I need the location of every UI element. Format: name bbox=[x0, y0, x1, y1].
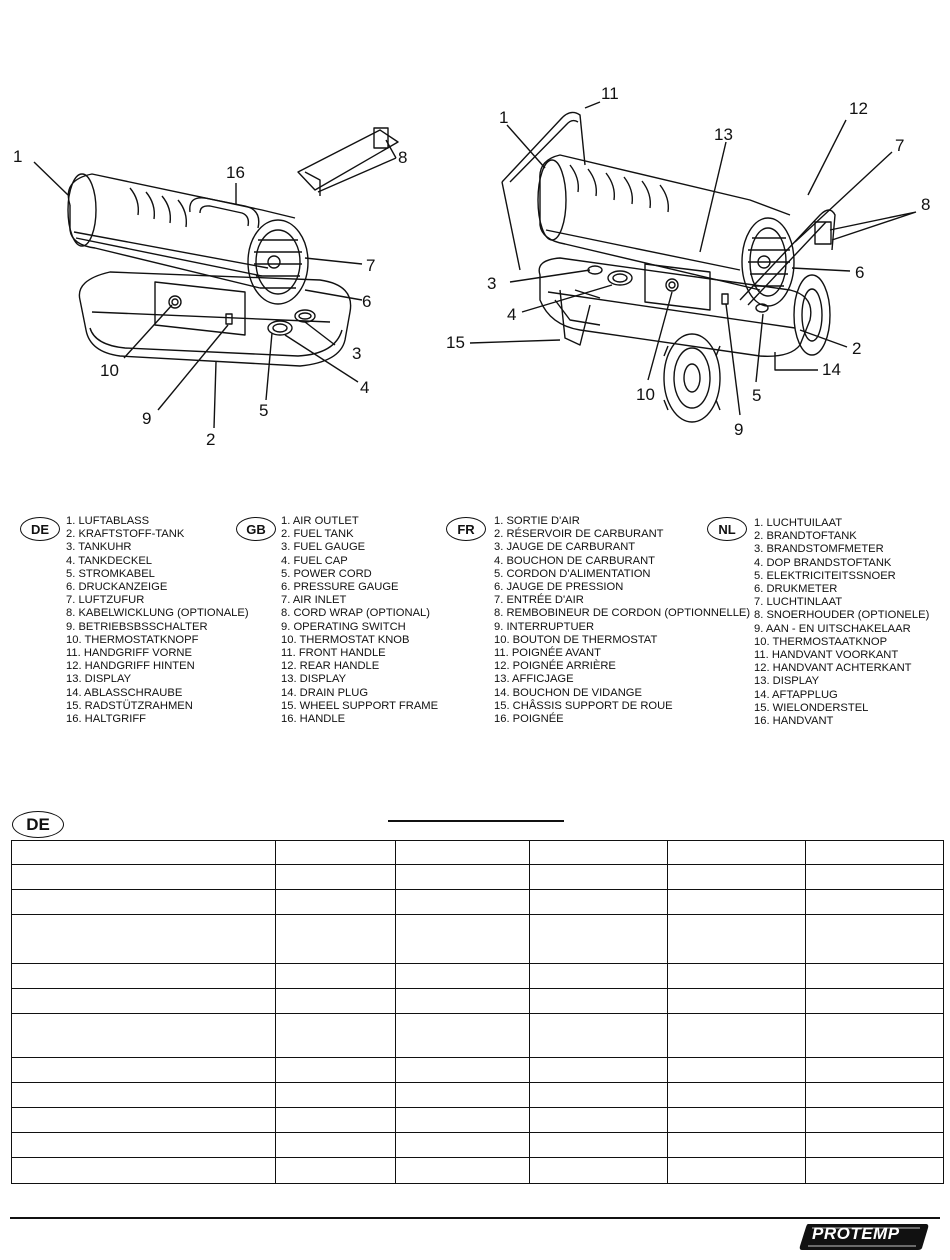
legend-item: 13. AFFICJAGE bbox=[494, 673, 574, 686]
left-label-6: 6 bbox=[362, 292, 372, 311]
legend-item: 12. POIGNÉE ARRIÈRE bbox=[494, 660, 616, 673]
legend-item: 4. FUEL CAP bbox=[281, 554, 348, 567]
legend-item: 5. STROMKABEL bbox=[66, 567, 155, 580]
legend-item: 16. HANDVANT bbox=[754, 715, 834, 728]
legend-item: 6. DRUCKANZEIGE bbox=[66, 581, 168, 594]
right-label-4: 4 bbox=[507, 305, 517, 324]
legend-item: 3. JAUGE DE CARBURANT bbox=[494, 541, 636, 554]
legend-item: 7. LUCHTINLAAT bbox=[754, 596, 843, 609]
table-row bbox=[12, 915, 944, 964]
legend-item: 11. FRONT HANDLE bbox=[281, 647, 386, 660]
legend-item: 16. HALTGRIFF bbox=[66, 713, 146, 726]
legend-item: 10. THERMOSTAATKNOP bbox=[754, 635, 888, 648]
legend-item: 15. WIELONDERSTEL bbox=[754, 701, 869, 714]
legend-item: 1. LUCHTUILAAT bbox=[754, 517, 843, 529]
legend-item: 2. RÉSERVOIR DE CARBURANT bbox=[494, 528, 664, 541]
legend-item: 13. DISPLAY bbox=[281, 673, 347, 686]
legend-item: 15. CHÂSSIS SUPPORT DE ROUE bbox=[494, 699, 673, 712]
lang-badge-nl: NL bbox=[707, 517, 747, 541]
right-label-10: 10 bbox=[636, 385, 655, 404]
right-label-12: 12 bbox=[849, 99, 868, 118]
legend-item: 8. KABELWICKLUNG (OPTIONALE) bbox=[66, 607, 249, 620]
right-label-1: 1 bbox=[499, 108, 509, 127]
legend-item: 14. ABLASSCHRAUBE bbox=[66, 686, 183, 699]
legend-item: 4. BOUCHON DE CARBURANT bbox=[494, 554, 655, 567]
right-label-2: 2 bbox=[852, 339, 862, 358]
legend-item: 7. ENTRÉE D'AIR bbox=[494, 594, 584, 607]
legend-item: 6. PRESSURE GAUGE bbox=[281, 581, 399, 594]
legend-item: 15. RADSTÜTZRAHMEN bbox=[66, 699, 193, 712]
left-label-2: 2 bbox=[206, 430, 216, 449]
left-label-7: 7 bbox=[366, 256, 376, 275]
right-label-14: 14 bbox=[822, 360, 841, 379]
legend-item: 14. DRAIN PLUG bbox=[281, 686, 369, 699]
legend-item: 11. POIGNÉE AVANT bbox=[494, 647, 601, 660]
left-label-16: 16 bbox=[226, 163, 245, 182]
legend-item: 7. AIR INLET bbox=[281, 594, 347, 607]
legend-item: 11. HANDVANT VOORKANT bbox=[754, 649, 899, 662]
legend-list-gb bbox=[281, 515, 438, 726]
legend-item: 13. DISPLAY bbox=[754, 675, 820, 688]
heater-illustrations bbox=[0, 0, 950, 500]
legend-item: 16. HANDLE bbox=[281, 713, 346, 726]
legend-item: 8. CORD WRAP (OPTIONAL) bbox=[281, 607, 430, 620]
legend-item: 8. REMBOBINEUR DE CORDON (OPTIONNELLE) bbox=[494, 607, 751, 620]
right-label-6: 6 bbox=[855, 263, 865, 282]
spec-title-rule bbox=[388, 820, 564, 822]
lang-badge-gb: GB bbox=[236, 517, 276, 541]
left-label-1: 1 bbox=[13, 147, 23, 166]
legend-item: 5. ELEKTRICITEITSSNOER bbox=[754, 569, 896, 582]
right-label-8: 8 bbox=[921, 195, 931, 214]
right-label-9: 9 bbox=[734, 420, 744, 439]
table-row bbox=[12, 890, 944, 915]
legend-item: 3. FUEL GAUGE bbox=[281, 541, 366, 554]
legend-list-nl bbox=[754, 517, 929, 728]
legend-item: 1. AIR OUTLET bbox=[281, 515, 359, 527]
table-row bbox=[12, 1158, 944, 1184]
legend-item: 15. WHEEL SUPPORT FRAME bbox=[281, 699, 439, 712]
legend-item: 10. THERMOSTAT KNOB bbox=[281, 633, 410, 646]
legend-item: 12. REAR HANDLE bbox=[281, 660, 380, 673]
legend-item: 2. FUEL TANK bbox=[281, 528, 354, 541]
left-label-4: 4 bbox=[360, 378, 370, 397]
table-row bbox=[12, 865, 944, 890]
table-row bbox=[12, 841, 944, 865]
lang-badge-fr: FR bbox=[446, 517, 486, 541]
table-row bbox=[12, 1014, 944, 1058]
right-label-3: 3 bbox=[487, 274, 497, 293]
legend-item: 1. LUFTABLASS bbox=[66, 515, 150, 527]
spec-table bbox=[11, 840, 944, 1184]
left-label-5: 5 bbox=[259, 401, 269, 420]
footer-rule bbox=[10, 1217, 940, 1219]
legend-item: 3. BRANDSTOMFMETER bbox=[754, 543, 884, 556]
brand-name: PROTEMP bbox=[812, 1224, 900, 1243]
table-row bbox=[12, 1108, 944, 1133]
left-label-8: 8 bbox=[398, 148, 408, 167]
legend-item: 8. SNOERHOUDER (OPTIONELE) bbox=[754, 609, 930, 622]
legend-item: 14. AFTAPPLUG bbox=[754, 688, 838, 701]
lang-badge-de: DE bbox=[20, 517, 60, 541]
legend-item: 4. DOP BRANDSTOFTANK bbox=[754, 556, 892, 569]
legend-item: 6. DRUKMETER bbox=[754, 583, 838, 596]
legend-item: 4. TANKDECKEL bbox=[66, 554, 153, 567]
right-label-13: 13 bbox=[714, 125, 733, 144]
legend-item: 5. POWER CORD bbox=[281, 567, 372, 580]
legend-item: 2. BRANDTOFTANK bbox=[754, 530, 857, 543]
legend-item: 9. OPERATING SWITCH bbox=[281, 620, 406, 633]
table-row bbox=[12, 1058, 944, 1083]
legend-item: 2. KRAFTSTOFF-TANK bbox=[66, 528, 185, 541]
right-heater-drawing bbox=[470, 102, 916, 422]
table-row bbox=[12, 964, 944, 989]
table-row bbox=[12, 1083, 944, 1108]
legend-item: 5. CORDON D'ALIMENTATION bbox=[494, 567, 651, 580]
left-label-9: 9 bbox=[142, 409, 152, 428]
legend-item: 3. TANKUHR bbox=[66, 541, 132, 554]
left-label-3: 3 bbox=[352, 344, 362, 363]
legend-item: 1. SORTIE D'AIR bbox=[494, 515, 580, 527]
legend-item: 9. AAN - EN UITSCHAKELAAR bbox=[754, 622, 911, 635]
legend-item: 16. POIGNÉE bbox=[494, 713, 564, 726]
right-label-15: 15 bbox=[446, 333, 465, 352]
legend-item: 14. BOUCHON DE VIDANGE bbox=[494, 686, 642, 699]
legend-list-de bbox=[66, 515, 249, 726]
right-label-11: 11 bbox=[601, 84, 619, 103]
legend-item: 11. HANDGRIFF VORNE bbox=[66, 647, 192, 660]
table-row bbox=[12, 989, 944, 1014]
right-label-5: 5 bbox=[752, 386, 762, 405]
table-row bbox=[12, 1133, 944, 1158]
legend-item: 10. BOUTON DE THERMOSTAT bbox=[494, 633, 658, 646]
legend-item: 12. HANDGRIFF HINTEN bbox=[66, 660, 195, 673]
legend-item: 9. INTERRUPTUER bbox=[494, 620, 595, 633]
left-label-10: 10 bbox=[100, 361, 119, 380]
legend-list-fr bbox=[494, 515, 750, 726]
legend-item: 12. HANDVANT ACHTERKANT bbox=[754, 662, 912, 675]
legend-item: 13. DISPLAY bbox=[66, 673, 132, 686]
left-heater-drawing bbox=[34, 128, 398, 428]
legend-item: 6. JAUGE DE PRESSION bbox=[494, 581, 624, 594]
legend-item: 10. THERMOSTATKNOPF bbox=[66, 633, 199, 646]
legend-item: 7. LUFTZUFUR bbox=[66, 594, 145, 607]
legend-item: 9. BETRIEBSBSSCHALTER bbox=[66, 620, 208, 633]
spec-lang-badge: DE bbox=[12, 811, 64, 838]
right-label-7: 7 bbox=[895, 136, 905, 155]
